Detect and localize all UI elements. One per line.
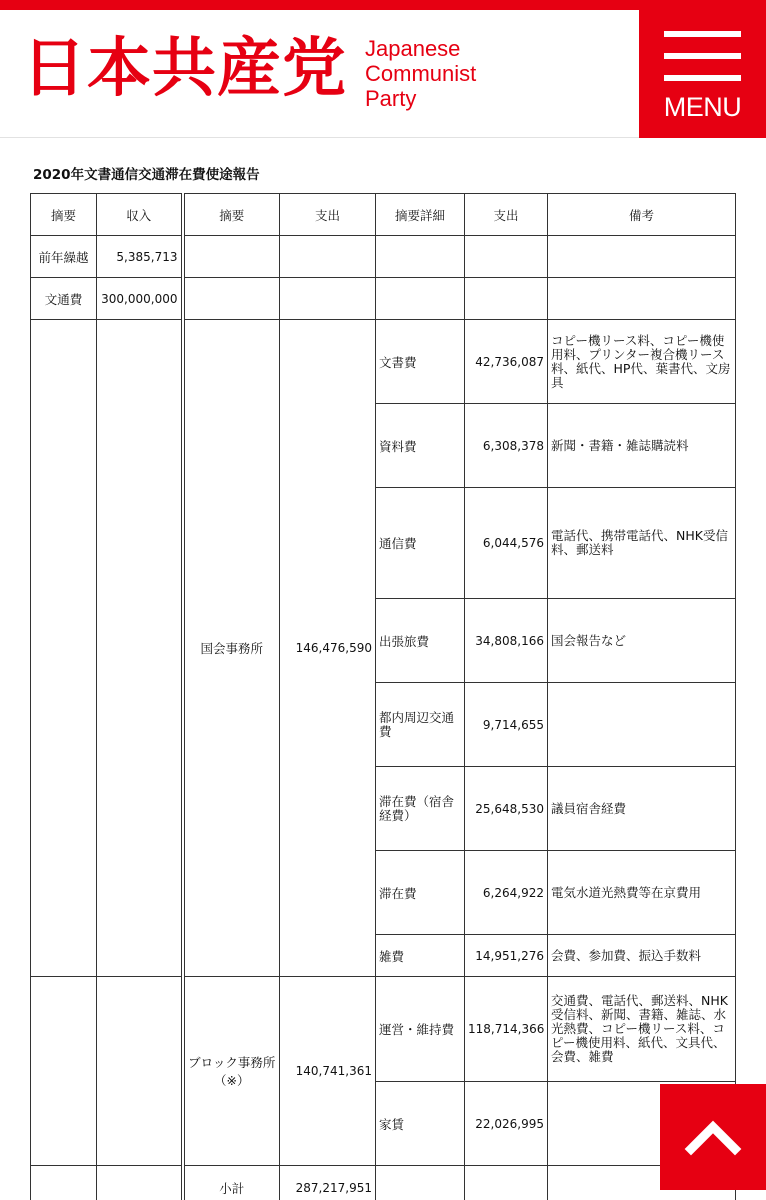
detail-label: 都内周辺交通費 [376,683,465,767]
report-title: 2020年文書通信交通滞在費使途報告 [33,167,260,183]
detail-amount: 6,264,922 [465,851,548,935]
detail-note: 電話代、携帯電話代、NHK受信料、郵送料 [548,488,736,599]
expense-report-table [30,193,736,1200]
income-amount: 300,000,000 [97,278,183,320]
detail-amount: 9,714,655 [465,683,548,767]
detail-label: 家賃 [376,1082,465,1166]
party-logo[interactable]: 日本共産党 [22,32,347,106]
logo-en-line: Japanese [365,36,461,61]
menu-button[interactable] [639,10,766,138]
detail-note: コピー機リース料、コピー機使用料、プリンター複合機リース料、紙代、HP代、葉書代、文房具 [548,320,736,404]
table-row [31,977,736,1082]
detail-amount: 42,736,087 [465,320,548,404]
detail-note [548,683,736,767]
detail-amount: 6,044,576 [465,488,548,599]
detail-label: 雑費 [376,935,465,977]
column-header: 摘要 [183,194,280,236]
top-accent-strip [0,0,766,10]
income-amount: 5,385,713 [97,236,183,278]
scroll-to-top-button[interactable] [660,1084,766,1190]
detail-label: 運営・維持費 [376,977,465,1082]
subtotal-row [31,1166,736,1200]
column-header: 摘要 [31,194,97,236]
detail-amount: 14,951,276 [465,935,548,977]
detail-label: 文書費 [376,320,465,404]
detail-label: 通信費 [376,488,465,599]
detail-label: 資料費 [376,404,465,488]
column-header: 支出 [280,194,376,236]
detail-note: 会費、参加費、振込手数料 [548,935,736,977]
expense-category-amount: 140,741,361 [280,977,376,1166]
column-header: 収入 [97,194,183,236]
detail-label: 滞在費（宿舎経費） [376,767,465,851]
detail-note: 電気水道光熱費等在京費用 [548,851,736,935]
subtotal-label: 小計 [183,1166,280,1200]
detail-note: 議員宿舎経費 [548,767,736,851]
table-row [31,278,736,320]
subtotal-amount: 287,217,951 [280,1166,376,1200]
menu-label: MENU [663,92,742,122]
detail-amount: 25,648,530 [465,767,548,851]
logo-en-line: Communist [365,61,477,86]
detail-amount: 34,808,166 [465,599,548,683]
table-row [31,236,736,278]
detail-amount: 118,714,366 [465,977,548,1082]
column-header: 摘要詳細 [376,194,465,236]
column-header: 支出 [465,194,548,236]
detail-note: 新聞・書籍・雑誌購読料 [548,404,736,488]
income-label: 文通費 [31,278,97,320]
detail-note: 交通費、電話代、郵送料、NHK受信料、新聞、書籍、雑誌、水光熱費、コピー機リース料、コピー機使用料、紙代、文具代、会費、雑費 [548,977,736,1082]
logo-en-line: Party [365,86,417,111]
site-header [0,10,766,138]
table-header-row [31,194,736,236]
detail-label: 出張旅費 [376,599,465,683]
detail-label: 滞在費 [376,851,465,935]
expense-category-label: 国会事務所 [183,320,280,977]
chevron-up-icon [660,1084,766,1190]
column-header: 備考 [548,194,736,236]
income-label: 前年繰越 [31,236,97,278]
party-logo-english [365,36,476,111]
detail-amount: 6,308,378 [465,404,548,488]
detail-amount: 22,026,995 [465,1082,548,1166]
expense-category-label: ブロック事務所（※） [183,977,280,1166]
expense-category-amount: 146,476,590 [280,320,376,977]
table-row [31,320,736,404]
detail-note: 国会報告など [548,599,736,683]
